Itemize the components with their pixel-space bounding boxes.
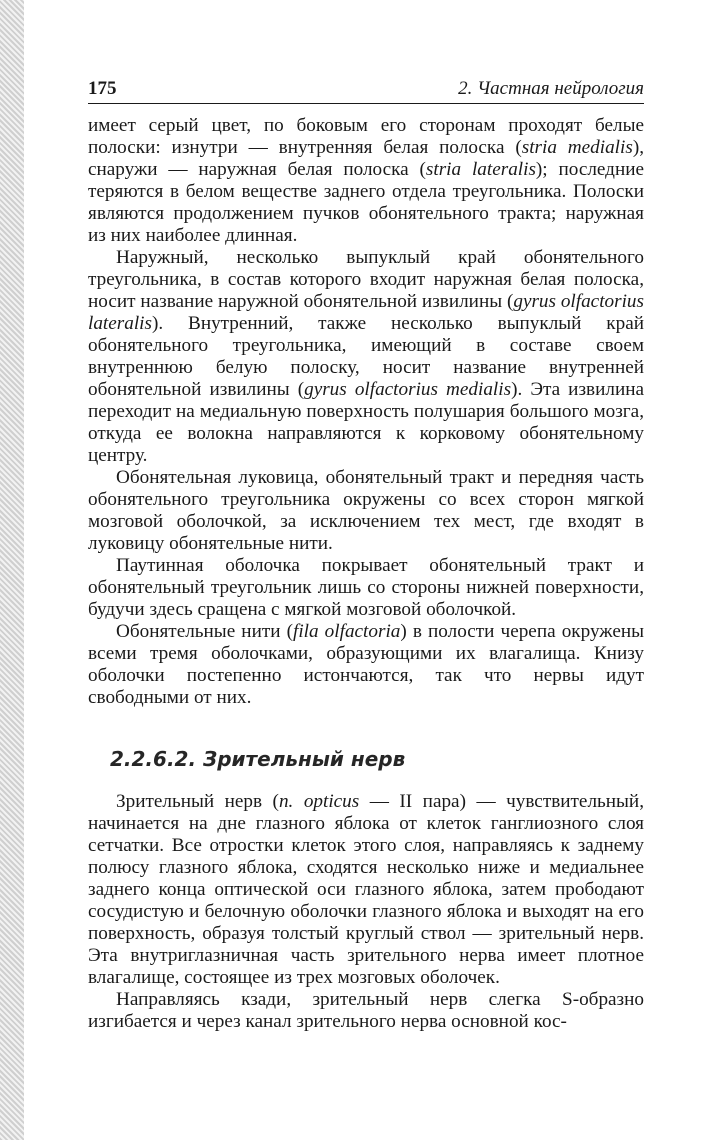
text-run: Паутинная оболочка покрывает обонятельный тракт и обонятельный треугольник лишь со стороны нижней поверхности, будучи здесь сращена с мягкой мозговой оболочкой. [88, 555, 644, 620]
paragraph [88, 115, 644, 247]
text-run: имеет серый цвет, по боковым его сторонам проходят белые полоски: изнутри — внутренняя белая полоска ( [88, 115, 644, 158]
text-block-olfactory [88, 115, 644, 709]
text-run: Зрительный нерв ( [116, 791, 279, 812]
text-run: Обонятельные нити ( [116, 621, 293, 642]
section-heading: 2.2.6.2. Зрительный нерв [110, 747, 406, 771]
latin-term: n. opticus [278, 791, 360, 812]
paragraph [88, 555, 644, 621]
latin-term: stria lateralis [425, 159, 536, 180]
page-number: 175 [88, 78, 117, 99]
text-run: Направляясь кзади, зрительный нерв слегка S-образно изгибается и через канал зрительного нерва основной кос- [88, 989, 644, 1032]
paragraph [88, 791, 644, 989]
text-run: ); последние теряются в белом веществе заднего отдела треугольника. Полоски являются продолжением пучков обонятельного тракта; наружная из них наиболее длинная. [88, 159, 644, 246]
latin-term: gyrus olfactorius medialis [304, 379, 512, 400]
paragraph [88, 989, 644, 1033]
text-run: ). Эта извилина переходит на медиальную поверхность полушария большого мозга, откуда ее волокна направляются к корковому обонятельному центру. [88, 379, 644, 466]
text-run: — II пара) — чувствительный, начинается на дне глазного яблока от клеток ганглиозного слоя сетчатки. Все отростки клеток этого слоя, направляясь к заднему полюсу глазного яблока, сходятся несколько ниже и медиальнее заднего конца оптической оси глазного яблока, затем прободают сосудистую и белочную оболочки глазного яблока и выходят на его поверхность, образуя толстый круглый ствол — зрительный нерв. Эта внутриглазничная часть зрительного нерва имеет плотное влагалище, состоящее из трех мозговых оболочек. [88, 791, 644, 988]
latin-term: stria medialis [521, 137, 633, 158]
text-run: Наружный, несколько выпуклый край обонятельного треугольника, в состав которого входит наружная белая полоска, носит название наружной обонятельной извилины ( [88, 247, 644, 312]
paragraph [88, 247, 644, 467]
paragraph [88, 621, 644, 709]
text-run: ) в полости черепа окружены всеми тремя оболочками, образующими их влагалища. Книзу оболочки постепенно истончаются, так что нервы идут свободными от них. [88, 621, 644, 708]
text-run: ). Внутренний, также несколько выпуклый край обонятельного треугольника, имеющий в составе своем внутреннюю белую полоску, носит название внутренней обонятельной извилины ( [88, 313, 644, 400]
text-block-optic-nerve [88, 791, 644, 1033]
text-run: ), снаружи — наружная белая полоска ( [88, 137, 644, 180]
latin-term: fila olfactoria [293, 621, 401, 642]
book-page [88, 78, 644, 1033]
running-head [88, 78, 644, 104]
chapter-title: 2. Частная нейрология [458, 78, 644, 99]
paragraph [88, 467, 644, 555]
latin-term: gyrus olfactorius lateralis [88, 291, 644, 334]
page-edge-shadow [0, 0, 24, 1140]
text-run: Обонятельная луковица, обонятельный тракт и передняя часть обонятельного треугольника окружены со всех сторон мягкой мозговой оболочкой, за исключением тех мест, где входят в луковицу обонятельные нити. [88, 467, 644, 554]
